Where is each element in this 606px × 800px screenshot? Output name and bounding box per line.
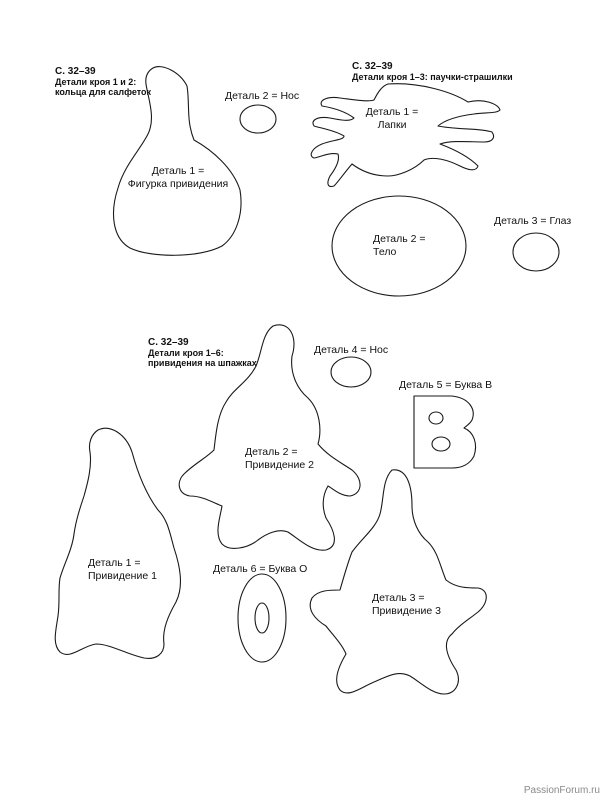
section1-ref: С. 32–39	[55, 66, 96, 77]
spider-legs-label-line1: Деталь 1 =	[365, 106, 419, 118]
ghost-2-label-line2: Привидение 2	[245, 459, 314, 471]
section3-title-line1: Детали кроя 1–6:	[148, 348, 224, 358]
letter-b-hole-bottom	[432, 437, 450, 451]
letter-b-shape	[414, 396, 476, 468]
spider-legs-shape	[311, 84, 500, 187]
section2-ref: С. 32–39	[352, 61, 393, 72]
spider-body-label-line2: Тело	[373, 246, 397, 258]
spider-legs-label-line2: Лапки	[377, 119, 407, 131]
ghost-2-label-line1: Деталь 2 =	[245, 446, 298, 458]
watermark: PassionForum.ru	[523, 785, 600, 796]
section1-header	[55, 67, 151, 97]
letter-b-hole-top	[429, 412, 443, 424]
letter-b-label: Деталь 5 = Буква В	[399, 379, 493, 391]
letter-o-label: Деталь 6 = Буква О	[213, 563, 308, 575]
spider-body-label-line1: Деталь 2 =	[373, 233, 426, 245]
ghost-3-label-line2: Привидение 3	[372, 605, 441, 617]
ghost-1-label-line2: Привидение 1	[88, 570, 157, 582]
ghost-1-label	[88, 557, 157, 583]
section1-nose-label: Деталь 2 = Нос	[225, 90, 300, 102]
section3-header	[148, 338, 257, 368]
eye-shape	[513, 233, 559, 271]
ghost-1-label-line1: Деталь 1 =	[88, 557, 141, 569]
ghost-3-label-line1: Деталь 3 =	[372, 592, 425, 604]
section1-title-line1: Детали кроя 1 и 2:	[55, 77, 137, 87]
spider-legs-label	[362, 106, 422, 132]
ghost-1-shape	[55, 428, 180, 658]
nose-shape	[331, 357, 371, 387]
nose-shape-small	[240, 105, 276, 133]
ghost-2-label	[245, 446, 314, 472]
section1-ghost-label	[118, 165, 238, 191]
ghost-3-label	[372, 592, 441, 618]
spider-eye-label: Деталь 3 = Глаз	[494, 215, 572, 227]
section2-header	[352, 62, 513, 82]
section1-ghost-label-line2: Фигурка привидения	[127, 178, 229, 190]
section2-title: Детали кроя 1–3: паучки-страшилки	[352, 72, 513, 82]
letter-o-inner	[255, 603, 269, 633]
spider-body-label	[373, 233, 426, 259]
section1-ghost-label-line1: Деталь 1 =	[151, 165, 205, 177]
ghost-3-shape	[310, 470, 486, 694]
section3-nose-label: Деталь 4 = Нос	[314, 344, 389, 356]
section3-ref: С. 32–39	[148, 337, 189, 348]
section1-title-line2: кольца для салфеток	[55, 87, 152, 97]
section3-title-line2: привидения на шпажках	[148, 358, 257, 368]
